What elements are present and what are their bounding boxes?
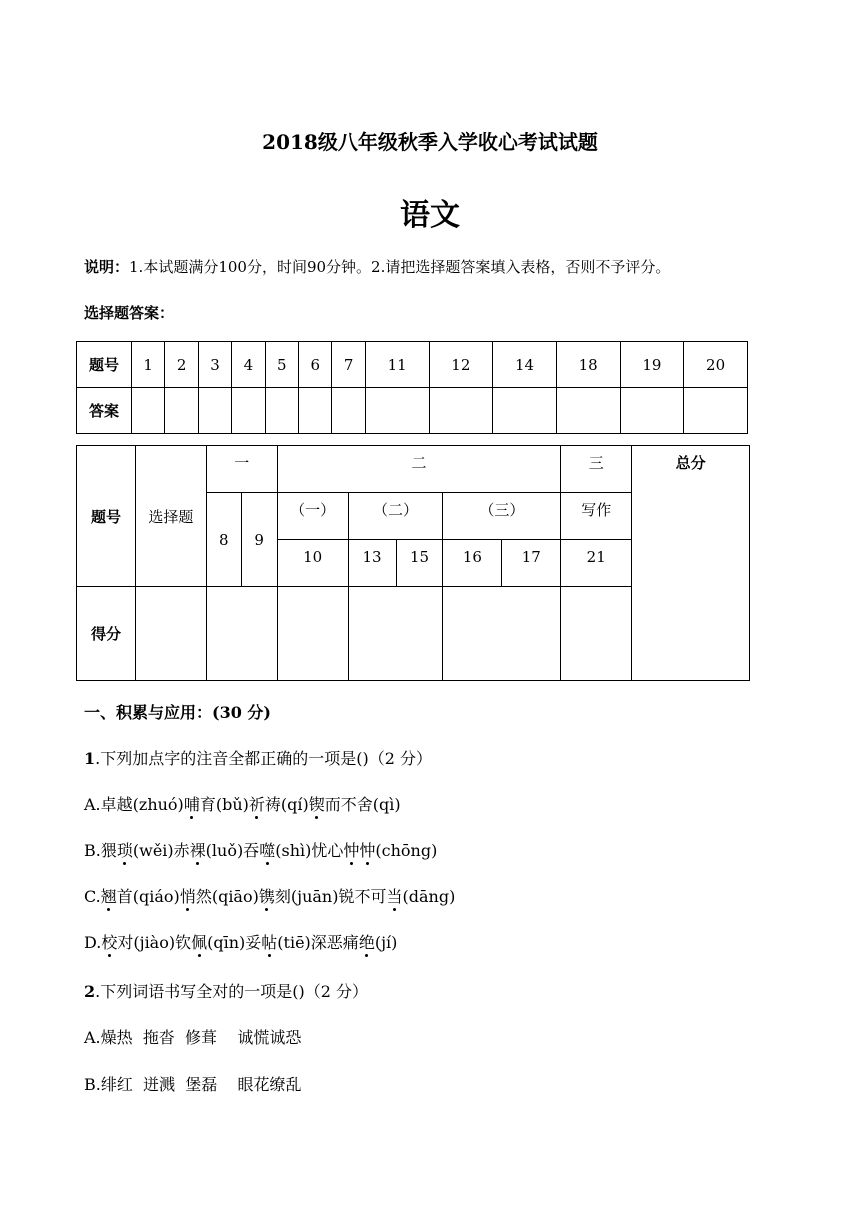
- option-text: D.: [84, 933, 102, 952]
- score-cell[interactable]: [277, 587, 348, 681]
- option-text: 育(bǔ): [199, 795, 249, 814]
- instructions: [84, 256, 670, 277]
- question-2-number: 2: [84, 982, 96, 1001]
- question-2-option-a: A.燥热 拖沓 修葺 诚慌诚恐: [84, 1028, 302, 1047]
- score-table-part-2: 二: [277, 446, 561, 493]
- question-1-number: 1: [84, 749, 96, 768]
- score-table-row-1: [77, 446, 750, 493]
- score-table-q16: 16: [443, 540, 502, 587]
- score-table-q17: 17: [502, 540, 561, 587]
- answer-table-number: 12: [429, 342, 493, 388]
- question-1-option-c: [84, 884, 455, 907]
- answer-table-number: 5: [265, 342, 298, 388]
- score-table-q8: 8: [206, 493, 241, 587]
- score-table-header-total: 总分: [632, 446, 750, 493]
- dotted-char: 绝: [358, 933, 375, 952]
- question-1-option-b: [84, 838, 437, 861]
- option-text: (shì)忧心: [275, 841, 344, 860]
- option-text: 然(qiāo): [195, 887, 259, 906]
- dotted-char: 当: [386, 887, 403, 906]
- option-text: (chōng): [375, 841, 438, 860]
- dotted-char: 悄: [179, 887, 196, 906]
- option-text: (luǒ)吞: [205, 841, 260, 860]
- score-table-header-defen: 得分: [77, 587, 136, 681]
- answer-cell[interactable]: [132, 388, 165, 434]
- option-text: 首(qiáo): [116, 887, 180, 906]
- answer-table-answer-row: [77, 388, 748, 434]
- answer-cell[interactable]: [332, 388, 365, 434]
- exam-title: 2018级八年级秋季入学收心考试试题: [262, 130, 598, 154]
- question-2-option-b: B.绯红 迸溅 堡磊 眼花缭乱: [84, 1075, 302, 1094]
- dotted-char: 忡: [343, 841, 360, 860]
- option-text: (dāng): [402, 887, 456, 906]
- answer-cell[interactable]: [493, 388, 557, 434]
- answer-table-number: 20: [684, 342, 748, 388]
- answer-table-number: 3: [198, 342, 231, 388]
- score-table-q9: 9: [241, 493, 277, 587]
- score-table-part-1: 一: [206, 446, 277, 493]
- answer-table-number: 1: [132, 342, 165, 388]
- answer-table-number: 4: [232, 342, 265, 388]
- answer-cell[interactable]: [556, 388, 620, 434]
- option-text: (wěi)赤: [132, 841, 190, 860]
- score-table: [76, 445, 750, 681]
- answer-table-number: 11: [365, 342, 429, 388]
- score-table-total-cell[interactable]: [632, 493, 750, 681]
- score-table-q21: 21: [561, 540, 632, 587]
- score-table-writing: 写作: [561, 493, 632, 540]
- question-1-option-d: [84, 930, 397, 953]
- score-table-header-xuanzeti: 选择题: [135, 446, 206, 587]
- answer-table-number: 14: [493, 342, 557, 388]
- answer-table-header-tihao: 题号: [77, 342, 132, 388]
- choice-answer-label: 选择题答案：: [84, 304, 175, 322]
- answer-table: [76, 341, 748, 434]
- answer-table-number: 7: [332, 342, 365, 388]
- answer-cell[interactable]: [232, 388, 265, 434]
- dotted-char: 佩: [191, 933, 208, 952]
- option-text: (tiē)深恶痛: [277, 933, 359, 952]
- dotted-char: 忡: [359, 841, 376, 860]
- answer-cell[interactable]: [429, 388, 493, 434]
- dotted-char: 校: [101, 933, 118, 952]
- dotted-char: 祈: [248, 795, 265, 814]
- score-table-header-tihao: 题号: [77, 446, 136, 587]
- option-text: 对(jiào)钦: [117, 933, 192, 952]
- dotted-char: 裸: [189, 841, 206, 860]
- answer-cell[interactable]: [684, 388, 748, 434]
- answer-table-header-daan: 答案: [77, 388, 132, 434]
- subject-title: 语文: [400, 198, 460, 233]
- option-text: 祷(qí): [264, 795, 309, 814]
- score-table-q13: 13: [348, 540, 396, 587]
- answer-cell[interactable]: [265, 388, 298, 434]
- dotted-char: 噬: [259, 841, 276, 860]
- score-table-q10: 10: [277, 540, 348, 587]
- section-1-title: 一、积累与应用：(30 分): [84, 703, 271, 722]
- question-1-text: .下列加点字的注音全都正确的一项是()（2 分）: [95, 749, 432, 768]
- option-text: B.猥: [84, 841, 117, 860]
- instructions-label: 说明：: [84, 258, 130, 276]
- score-table-sub-1: （一）: [277, 493, 348, 540]
- answer-table-number: 19: [620, 342, 684, 388]
- score-table-q15: 15: [396, 540, 443, 587]
- answer-cell[interactable]: [198, 388, 231, 434]
- answer-table-number: 2: [165, 342, 198, 388]
- dotted-char: 帖: [261, 933, 278, 952]
- answer-cell[interactable]: [620, 388, 684, 434]
- question-1-option-a: [84, 792, 401, 815]
- option-text: (qīn)妥: [207, 933, 262, 952]
- dotted-char: 翘: [100, 887, 117, 906]
- score-cell[interactable]: [348, 587, 443, 681]
- dotted-char: 镌: [258, 887, 275, 906]
- option-text: 而不舍(qì): [324, 795, 401, 814]
- option-text: (jí): [374, 933, 398, 952]
- dotted-char: 哺: [183, 795, 200, 814]
- option-text: C.: [84, 887, 101, 906]
- question-1-stem: [84, 746, 432, 769]
- question-2-text: .下列词语书写全对的一项是()（2 分）: [95, 982, 368, 1001]
- option-text: A.卓越(zhuó): [84, 795, 184, 814]
- score-table-sub-2: （二）: [348, 493, 443, 540]
- answer-table-number-row: [77, 342, 748, 388]
- question-2-stem: [84, 979, 368, 1002]
- answer-cell[interactable]: [299, 388, 332, 434]
- answer-cell[interactable]: [365, 388, 429, 434]
- score-table-part-3: 三: [561, 446, 632, 493]
- dotted-char: 锲: [308, 795, 325, 814]
- score-cell[interactable]: [561, 587, 632, 681]
- option-text: 刻(juān)锐不可: [274, 887, 387, 906]
- score-cell[interactable]: [206, 587, 277, 681]
- answer-cell[interactable]: [165, 388, 198, 434]
- score-cell[interactable]: [443, 587, 561, 681]
- score-table-sub-3: （三）: [443, 493, 561, 540]
- instructions-text: 1.本试题满分100分，时间90分钟。2.请把选择题答案填入表格，否则不予评分。: [129, 258, 671, 276]
- score-cell[interactable]: [135, 587, 206, 681]
- dotted-char: 琐: [116, 841, 133, 860]
- answer-table-number: 6: [299, 342, 332, 388]
- answer-table-number: 18: [556, 342, 620, 388]
